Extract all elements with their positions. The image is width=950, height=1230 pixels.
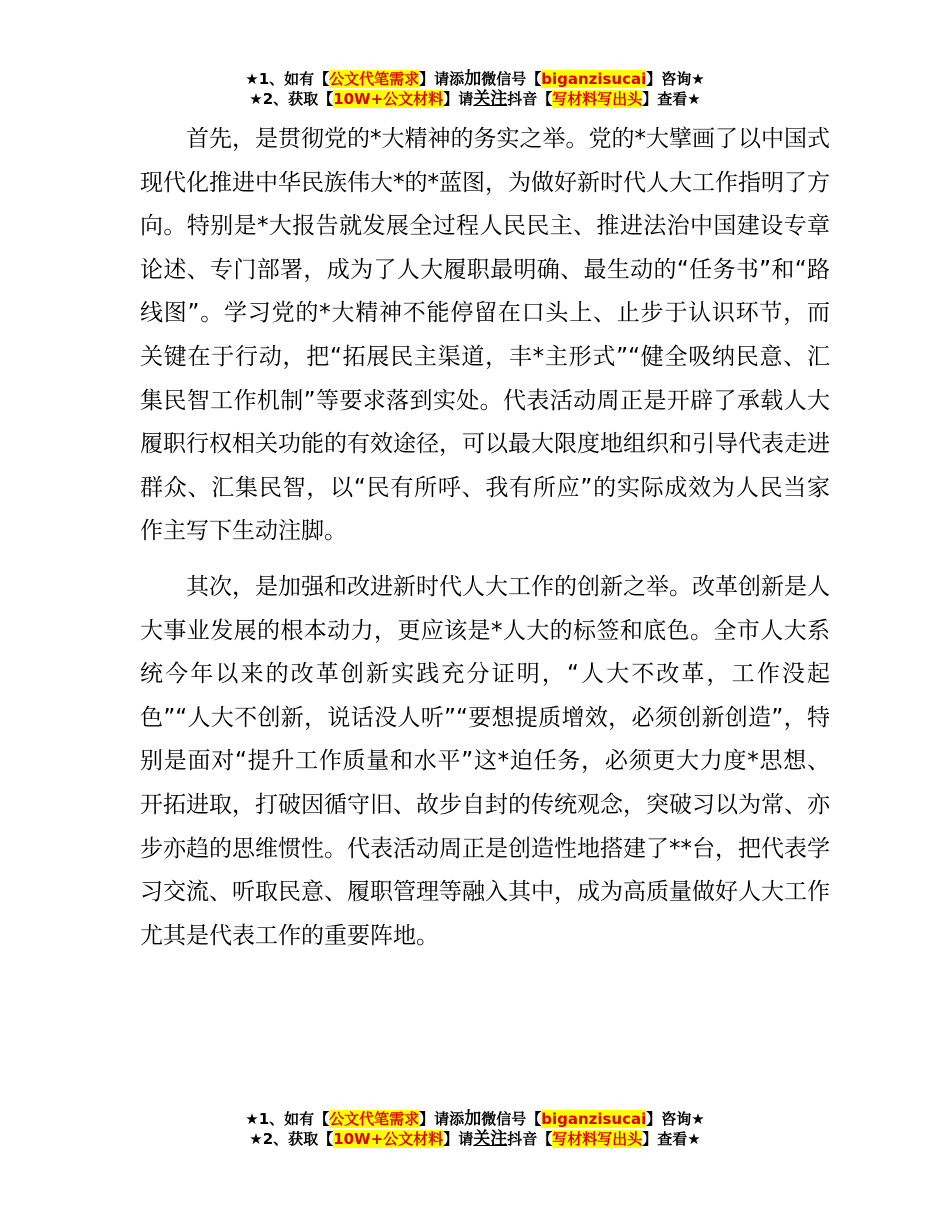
banner-wechat-id: biganzisucai [541, 70, 647, 88]
banner-text: 】请添 [419, 1110, 465, 1128]
banner-text: 】查看★ [642, 1130, 701, 1148]
banner-text: 】请 [443, 90, 474, 108]
banner-text: ★1、如有【 [245, 1110, 330, 1128]
banner-text: 微信号【 [481, 70, 542, 88]
header-banner [0, 69, 950, 109]
banner-text: ★1、如有【 [245, 70, 330, 88]
banner-highlight: 写材料写出头 [552, 90, 643, 108]
banner-text: 】咨询★ [646, 70, 705, 88]
banner-text: 关注 [473, 1129, 508, 1149]
banner-line-2 [0, 89, 950, 109]
banner-text: 加 [464, 69, 482, 89]
banner-text: 加 [464, 1109, 482, 1129]
banner-text: ★2、获取【 [249, 1130, 334, 1148]
banner-text: 抖音【 [507, 90, 553, 108]
banner-text: 微信号【 [481, 1110, 542, 1128]
banner-highlight: 写材料写出头 [552, 1130, 643, 1148]
footer-banner [0, 1109, 950, 1149]
banner-highlight: 公文代笔需求 [329, 1110, 420, 1128]
banner-text: 抖音【 [507, 1130, 553, 1148]
document-body [140, 118, 830, 970]
banner-text: 】咨询★ [646, 1110, 705, 1128]
banner-highlight: 10W+公文材料 [333, 1130, 444, 1148]
banner-line-2 [0, 1129, 950, 1149]
banner-text: 】查看★ [642, 90, 701, 108]
banner-line-1 [0, 1109, 950, 1129]
banner-line-1 [0, 69, 950, 89]
banner-text: 关注 [473, 89, 508, 109]
banner-highlight: 公文代笔需求 [329, 70, 420, 88]
banner-text: 】请添 [419, 70, 465, 88]
banner-wechat-id: biganzisucai [541, 1110, 647, 1128]
banner-highlight: 10W+公文材料 [333, 90, 444, 108]
paragraph-2: 其次，是加强和改进新时代人大工作的创新之举。改革创新是人大事业发展的根本动力，更应该是*人大的标签和底色。全市人大系统今年以来的改革创新实践充分证明，“人大不改革，工作没起色”“人大不创新，说话没人听”“要想提质增效，必须创新创造”，特别是面对“提升工作质量和水平”这*迫任务，必须更大力度*思想、开拓进取，打破因循守旧、故步自封的传统观念，突破习以为常、亦步亦趋的思维惯性。代表活动周正是创造性地搭建了**台，把代表学习交流、听取民意、履职管理等融入其中，成为高质量做好人大工作尤其是代表工作的重要阵地。 [140, 573, 830, 949]
banner-text: ★2、获取【 [249, 90, 334, 108]
paragraph-1: 首先，是贯彻党的*大精神的务实之举。党的*大擘画了以中国式现代化推进中华民族伟大*的*蓝图，为做好新时代人大工作指明了方向。特别是*大报告就发展全过程人民民主、推进法治中国建设专章论述、专门部署，成为了人大履职最明确、最生动的“任务书”和“路线图”。学习党的*大精神不能停留在口头上、止步于认识环节，而关键在于行动，把“拓展民主渠道，丰*主形式”“健全吸纳民意、汇集民智工作机制”等要求落到实处。代表活动周正是开辟了承载人大履职行权相关功能的有效途径，可以最大限度地组织和引导代表走进群众、汇集民智，以“民有所呼、我有所应”的实际成效为人民当家作主写下生动注脚。 [140, 126, 830, 545]
banner-text: 】请 [443, 1130, 474, 1148]
